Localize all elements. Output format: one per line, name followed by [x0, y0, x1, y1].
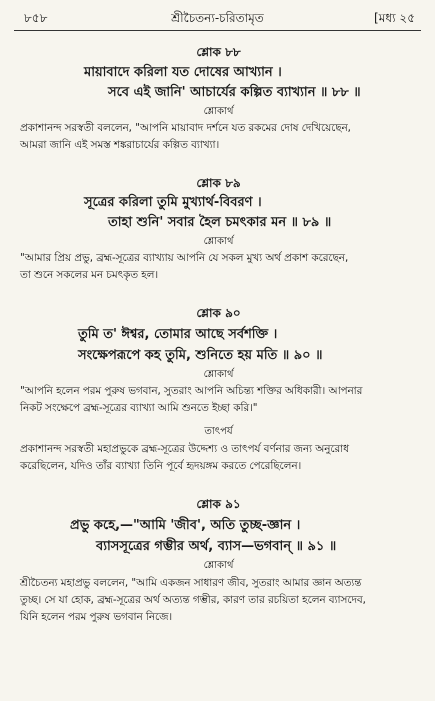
translation-line: নিকট সংক্ষেপে ব্রহ্ম-সূত্রের ব্যাখ্যা আমি শুনতে ইচ্ছা করি।" — [20, 402, 258, 414]
translation-line: প্রকাশানন্দ সরস্বতী বললেন, "আপনি মায়াবাদ দর্শনে যত রকমের দোষ দেখিয়েছেন, — [20, 122, 351, 134]
purport-label: তাৎপর্য — [204, 426, 233, 437]
verse-line: মায়াবাদে করিলা যত দোষের আখ্যান । — [84, 65, 282, 80]
verse-line: সূত্রের করিলা তুমি মুখ্যার্থ-বিবরণ । — [84, 195, 262, 210]
verse-line: ব্যাসসূত্রের গম্ভীর অর্থ, ব্যাস—ভগবান্ ॥ ৯১ ॥ — [96, 539, 337, 554]
verse-line: সবে এই জানি' আচার্যের কল্পিত ব্যাখ্যান ॥ ৮৮ ॥ — [108, 85, 361, 100]
purport-line: প্রকাশানন্দ সরস্বতী মহাপ্রভুকে ব্রহ্ম-সূত্রের উদ্দেশ্য ও তাৎপর্য বর্ণনার জন্য অনুরোধ — [20, 443, 349, 455]
translation-line: আমরা জানি এই সমস্ত শঙ্করাচার্যের কল্পিত ব্যাখ্যা। — [20, 139, 220, 151]
page-number: ৮৫৮ — [24, 11, 48, 25]
verse-line: তাহা শুনি' সবার হৈল চমৎকার মন ॥ ৮৯ ॥ — [108, 215, 332, 230]
translation-label: শ্লোকার্থ — [203, 106, 234, 117]
purport-line: করেছিলেন, যদিও তাঁর ব্যাখ্যা তিনি পূর্বে হৃদয়ঙ্গম করতে পেরেছিলেন। — [20, 460, 302, 472]
page-header — [14, 6, 421, 31]
verse-line: প্রভু কহে,—"আমি 'জীব', অতি তুচ্ছ-জ্ঞান । — [70, 518, 301, 533]
verse-heading: শ্লোক ৮৮ — [196, 45, 241, 59]
translation-line: শ্রীচৈতন্য মহাপ্রভু বললেন, "আমি একজন সাধারণ জীব, সুতরাং আমার জ্ঞান অত্যন্ত — [20, 577, 362, 589]
translation-label: শ্লোকার্থ — [203, 369, 234, 380]
verse-heading: শ্লোক ৯০ — [196, 306, 241, 320]
chapter-reference: [মধ্য ২৫ — [374, 11, 415, 25]
verse-heading: শ্লোক ৮৯ — [196, 176, 241, 190]
translation-line: "আমার প্রিয় প্রভু, ব্রহ্ম-সূত্রের ব্যাখ্যায় আপনি যে সকল মুখ্য অর্থ প্রকাশ করেছেন, — [20, 252, 349, 264]
verse-line: সংক্ষেপরূপে কহ তুমি, শুনিতে হয় মতি ॥ ৯০ ॥ — [78, 348, 323, 363]
translation-line: যিনি হলেন পরম পুরুষ ভগবান নিজে। — [20, 611, 173, 623]
translation-line: তা শুনে সকলের মন চমৎকৃত হল। — [20, 269, 159, 281]
book-title: শ্রীচৈতন্য-চরিতামৃত — [171, 11, 264, 25]
verse-line: তুমি ত' ঈশ্বর, তোমার আছে সর্বশক্তি । — [78, 327, 278, 342]
translation-line: তুচ্ছ। সে যা হোক, ব্রহ্ম-সূত্রের অর্থ অত্যন্ত গম্ভীর, কারণ তার রচয়িতা হলেন ব্যাসদেব, — [20, 594, 366, 606]
translation-line: "আপনি হলেন পরম পুরুষ ভগবান, সুতরাং আপনি অচিন্ত্য শক্তির অধিকারী। আপনার — [20, 385, 363, 397]
translation-label: শ্লোকার্থ — [203, 560, 234, 571]
translation-label: শ্লোকার্থ — [203, 236, 234, 247]
verse-heading: শ্লোক ৯১ — [196, 497, 241, 511]
